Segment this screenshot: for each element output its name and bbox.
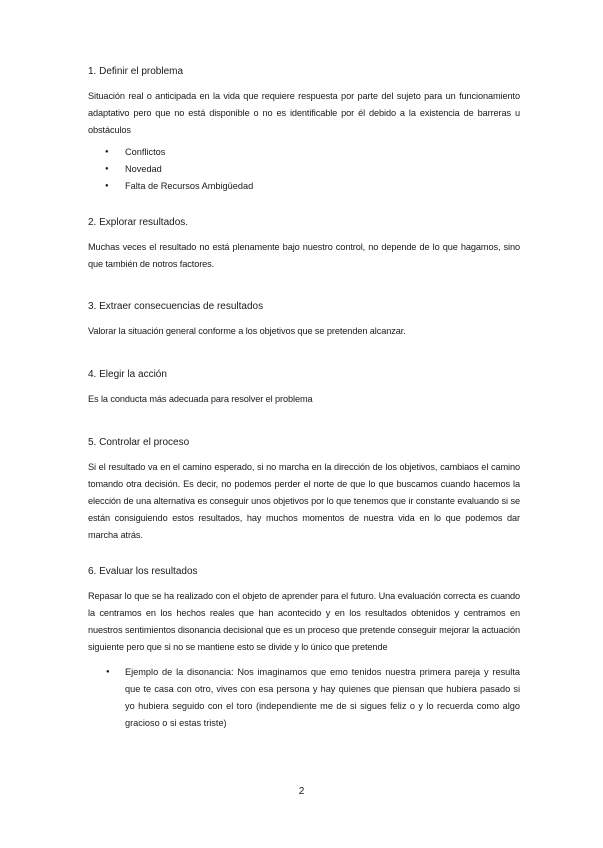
section-3 — [88, 300, 520, 340]
section-6-body: Repasar lo que se ha realizado con el objeto de aprender para el futuro. Una evaluación correcta es cuando la centramos en los hechos reales que han acontecido y en los resultados obtenidos y centramos en nuestros sentimientos disonancia decisional que es un proceso que pretende conseguir mejorar la actuación siguiente pero que si no se mantiene esto se divide y lo único que pretende — [88, 591, 520, 652]
list-item: ● Novedad — [88, 161, 520, 178]
list-item: ● Conflictos — [88, 144, 520, 161]
list-item: ● Ejemplo de la disonancia: Nos imaginamos que emo tenidos nuestra primera pareja y resulta que te casa con otro, vives con esa persona y hay quienes que piensan que hubiera pasado si yo hubiera seguido con el toro (independiente me de si sigues feliz o y lo recuerda como algo gracioso o si estas triste) — [88, 664, 520, 732]
section-4 — [88, 368, 520, 408]
section-2 — [88, 216, 520, 273]
page-number: 2 — [298, 786, 305, 797]
section-6 — [88, 565, 520, 732]
section-4-body: Es la conducta más adecuada para resolver el problema — [88, 394, 313, 404]
section-1-heading: 1. Definir el problema — [88, 66, 184, 77]
section-2-body: Muchas veces el resultado no está plenamente bajo nuestro control, no depende de lo que hagamos, sino que también de notros factores. — [88, 242, 520, 269]
section-5 — [88, 436, 520, 544]
section-3-heading: 3. Extraer consecuencias de resultados — [88, 301, 264, 312]
section-5-body: Si el resultado va en el camino esperado, si no marcha en la dirección de los objetivos, cambiaos el camino tomando otra decisión. Es decir, no podemos perder el norte de que lo que buscamos cuando hacemos la elección de una alternativa es conseguir unos objetivos por lo que tenemos que ir constante evaluando si se están consiguiendo estos resultados, hay muchos momentos de nuestra vida en lo que podemos dar marcha atrás. — [88, 462, 520, 540]
section-4-heading: 4. Elegir la acción — [88, 369, 167, 380]
section-3-body: Valorar la situación general conforme a los objetivos que se pretenden alcanzar. — [88, 326, 406, 336]
section-6-example-list — [88, 664, 520, 732]
section-2-heading: 2. Explorar resultados. — [88, 217, 189, 228]
section-1-body: Situación real o anticipada en la vida que requiere respuesta por parte del sujeto para un funcionamiento adaptativo pero que no está disponible o no es identificable por él debido a la existencia de barreras u obstáculos — [88, 91, 520, 135]
section-1-bullet-list — [88, 144, 520, 195]
list-item: ● Falta de Recursos Ambigüedad — [88, 178, 520, 195]
section-1 — [88, 65, 520, 195]
section-5-heading: 5. Controlar el proceso — [88, 437, 190, 448]
section-6-heading: 6. Evaluar los resultados — [88, 566, 198, 577]
